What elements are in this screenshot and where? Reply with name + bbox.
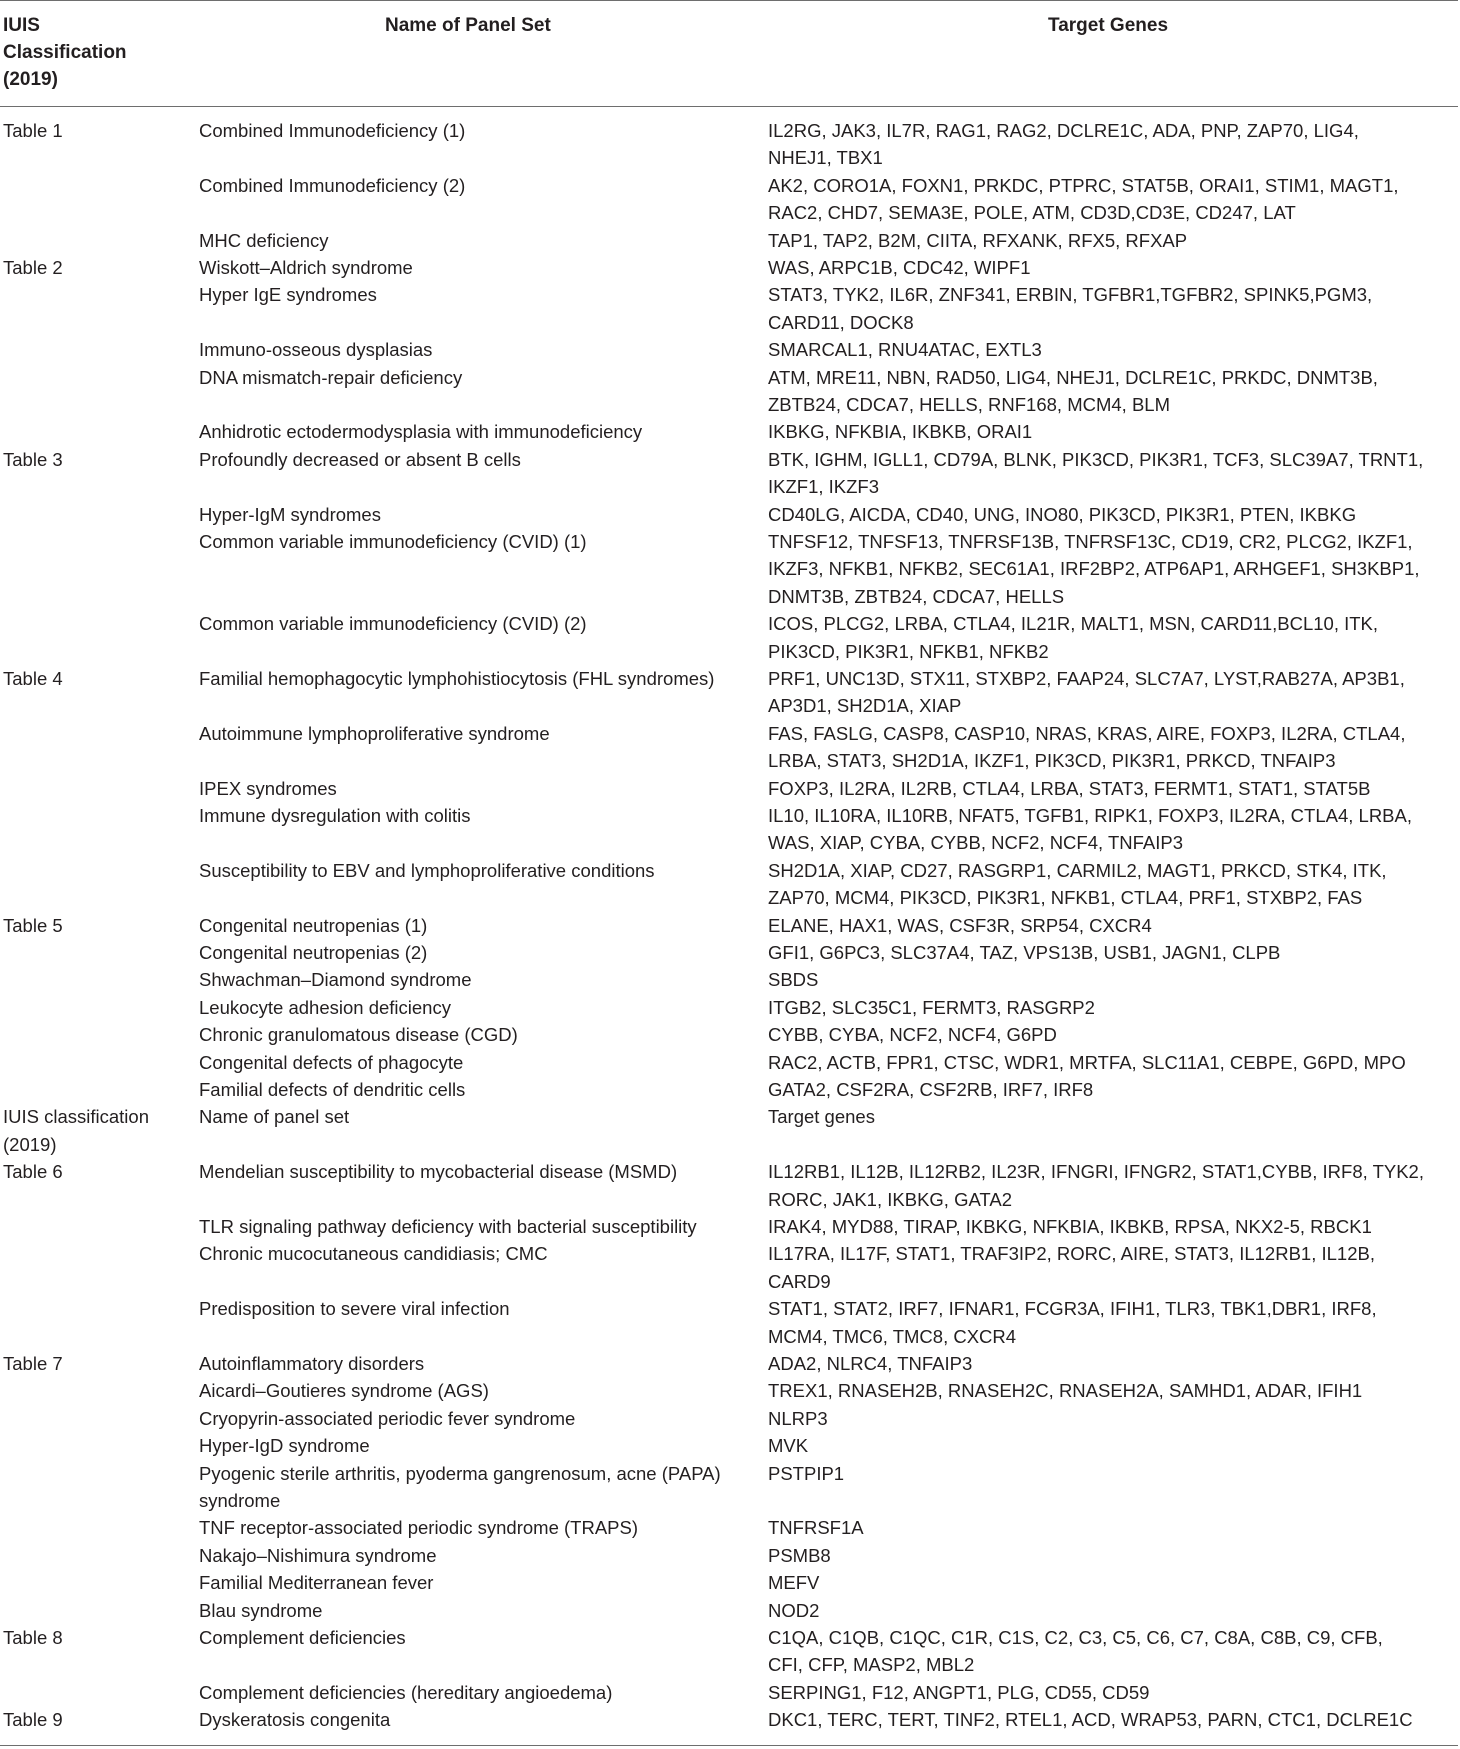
panel-name-cell-line: Complement deficiencies — [199, 1627, 406, 1648]
target-genes-cell-line: DKC1, TERC, TERT, TINF2, RTEL1, ACD, WRAP53, PARN, CTC1, DCLRE1C — [768, 1709, 1413, 1731]
classification-cell — [3, 446, 63, 473]
header-iuis-line: (2019) — [3, 69, 58, 90]
target-genes-cell-line: CARD9 — [768, 1270, 831, 1292]
target-genes-cell — [768, 336, 1042, 363]
panel-name-cell — [199, 364, 462, 391]
classification-cell-line: Table 4 — [3, 668, 63, 689]
classification-cell — [3, 1624, 63, 1651]
target-genes-cell-line: SBDS — [768, 969, 819, 991]
classification-cell-line: Table 6 — [3, 1161, 63, 1183]
panel-name-cell — [199, 1158, 677, 1185]
target-genes-cell — [768, 1377, 1362, 1404]
classification-cell — [3, 1350, 63, 1377]
panel-name-cell — [199, 528, 587, 555]
target-genes-cell — [768, 857, 1387, 912]
header-rule — [0, 106, 1458, 107]
panel-name-cell-line: Nakajo–Nishimura syndrome — [199, 1544, 437, 1566]
target-genes-cell-line: NLRP3 — [768, 1407, 828, 1429]
panel-name-cell-line: Predisposition to severe viral infection — [199, 1298, 510, 1320]
target-genes-cell-line: IL10, IL10RA, IL10RB, NFAT5, TGFB1, RIPK1, FOXP3, IL2RA, CTLA4, LRBA, — [768, 805, 1413, 826]
panel-name-cell — [199, 1432, 370, 1459]
panel-name-cell — [199, 665, 714, 692]
target-genes-cell — [768, 665, 1405, 720]
panel-name-cell-line: Complement deficiencies (hereditary angioedema) — [199, 1681, 613, 1703]
panel-name-cell — [199, 720, 550, 747]
target-genes-cell — [768, 501, 1356, 528]
target-genes-cell-line: ICOS, PLCG2, LRBA, CTLA4, IL21R, MALT1, MSN, CARD11,BCL10, ITK, — [768, 613, 1379, 635]
target-genes-cell-line: NHEJ1, TBX1 — [768, 147, 883, 169]
panel-name-cell — [199, 1021, 518, 1048]
target-genes-cell-line: IL2RG, JAK3, IL7R, RAG1, RAG2, DCLRE1C, ADA, PNP, ZAP70, LIG4, — [768, 120, 1359, 141]
panel-name-cell — [199, 501, 381, 528]
target-genes-cell-line: IKZF1, IKZF3 — [768, 476, 880, 498]
target-genes-cell — [768, 1213, 1372, 1240]
target-genes-cell — [768, 1158, 1424, 1213]
panel-name-cell-line: Shwachman–Diamond syndrome — [199, 969, 472, 991]
panel-name-cell — [199, 336, 432, 363]
panel-name-cell-line: Chronic mucocutaneous candidiasis; CMC — [199, 1243, 548, 1265]
target-genes-cell-line: IL12RB1, IL12B, IL12RB2, IL23R, IFNGRI, IFNGR2, STAT1,CYBB, IRF8, TYK2, — [768, 1161, 1424, 1183]
header-iuis-classification — [3, 12, 163, 93]
panel-name-cell — [199, 1213, 697, 1240]
target-genes-cell-line: NOD2 — [768, 1599, 820, 1621]
target-genes-cell-line: ATM, MRE11, NBN, RAD50, LIG4, NHEJ1, DCLRE1C, PRKDC, DNMT3B, — [768, 366, 1378, 388]
target-genes-cell-line: TNFSF12, TNFSF13, TNFRSF13B, TNFRSF13C, CD19, CR2, PLCG2, IKZF1, — [768, 531, 1413, 552]
classification-cell-line: Table 7 — [3, 1353, 63, 1374]
classification-cell-line: Table 5 — [3, 914, 63, 936]
panel-name-cell — [199, 1514, 638, 1541]
panel-name-cell-line: Immuno-osseous dysplasias — [199, 339, 433, 361]
panel-name-cell — [199, 1377, 489, 1404]
target-genes-cell — [768, 227, 1187, 254]
target-genes-cell-line: C1QA, C1QB, C1QC, C1R, C1S, C2, C3, C5, C6, C7, C8A, C8B, C9, CFB, — [768, 1627, 1383, 1648]
panel-name-cell-line: Blau syndrome — [199, 1599, 323, 1621]
classification-cell — [3, 1706, 63, 1733]
target-genes-cell-line: FOXP3, IL2RA, IL2RB, CTLA4, LRBA, STAT3, FERMT1, STAT1, STAT5B — [768, 777, 1371, 799]
table-top-rule — [0, 0, 1458, 1]
panel-name-cell-line: Hyper-IgD syndrome — [199, 1435, 370, 1457]
panel-name-cell — [199, 1076, 465, 1103]
target-genes-cell — [768, 939, 1280, 966]
target-genes-cell — [768, 281, 1372, 336]
panel-name-cell-line: Familial hemophagocytic lymphohistiocytosis (FHL syndromes) — [199, 668, 715, 689]
target-genes-cell-line: GFI1, G6PC3, SLC37A4, TAZ, VPS13B, USB1, JAGN1, CLPB — [768, 942, 1281, 963]
target-genes-cell — [768, 1405, 828, 1432]
target-genes-cell-line: MEFV — [768, 1572, 820, 1594]
panel-name-cell-line: Dyskeratosis congenita — [199, 1709, 391, 1731]
classification-cell-line: Table 8 — [3, 1627, 63, 1648]
target-genes-cell-line: BTK, IGHM, IGLL1, CD79A, BLNK, PIK3CD, PIK3R1, TCF3, SLC39A7, TRNT1, — [768, 448, 1424, 470]
target-genes-cell-line: LRBA, STAT3, SH2D1A, IKZF1, PIK3CD, PIK3R1, PRKCD, TNFAIP3 — [768, 750, 1336, 772]
target-genes-cell — [768, 1679, 1149, 1706]
panel-name-cell-line: Congenital neutropenias (1) — [199, 914, 428, 936]
classification-cell-line: (2019) — [3, 1133, 57, 1155]
target-genes-cell — [768, 172, 1399, 227]
target-genes-cell-line: ITGB2, SLC35C1, FERMT3, RASGRP2 — [768, 996, 1095, 1018]
panel-name-cell-line: Susceptibility to EBV and lymphoproliferative conditions — [199, 859, 655, 881]
target-genes-cell-line: FAS, FASLG, CASP8, CASP10, NRAS, KRAS, AIRE, FOXP3, IL2RA, CTLA4, — [768, 722, 1406, 744]
target-genes-cell — [768, 117, 1359, 172]
target-genes-cell-line: DNMT3B, ZBTB24, CDCA7, HELLS — [768, 585, 1065, 607]
panel-name-cell-line: Congenital neutropenias (2) — [199, 942, 428, 963]
target-genes-cell — [768, 912, 1152, 939]
target-genes-cell — [768, 1432, 808, 1459]
table-bottom-rule — [0, 1745, 1458, 1746]
classification-cell-line: Table 3 — [3, 448, 63, 470]
target-genes-cell-line: IKBKG, NFKBIA, IKBKB, ORAI1 — [768, 421, 1033, 443]
classification-cell-line: Table 2 — [3, 257, 63, 278]
target-genes-cell — [768, 1049, 1406, 1076]
target-genes-cell — [768, 1542, 831, 1569]
panel-name-cell — [199, 966, 472, 993]
panel-name-cell — [199, 1460, 721, 1515]
target-genes-cell-line: TAP1, TAP2, B2M, CIITA, RFXANK, RFX5, RFXAP — [768, 229, 1188, 251]
panel-name-cell — [199, 1103, 349, 1130]
panel-name-cell-line: Familial defects of dendritic cells — [199, 1079, 466, 1100]
panel-name-cell — [199, 994, 451, 1021]
target-genes-cell — [768, 1706, 1413, 1733]
panel-name-cell — [199, 227, 329, 254]
panel-name-cell — [199, 1679, 612, 1706]
target-genes-cell — [768, 1103, 875, 1130]
classification-cell — [3, 117, 63, 144]
target-genes-cell-line: AK2, CORO1A, FOXN1, PRKDC, PTPRC, STAT5B, ORAI1, STIM1, MAGT1, — [768, 174, 1399, 196]
classification-cell — [3, 1158, 63, 1185]
target-genes-cell-line: MCM4, TMC6, TMC8, CXCR4 — [768, 1325, 1017, 1347]
target-genes-cell — [768, 994, 1095, 1021]
target-genes-cell-line: CFI, CFP, MASP2, MBL2 — [768, 1654, 975, 1676]
panel-name-cell-line: Aicardi–Goutieres syndrome (AGS) — [199, 1380, 489, 1402]
panel-name-cell-line: Autoimmune lymphoproliferative syndrome — [199, 722, 550, 744]
panel-name-cell-line: syndrome — [199, 1490, 281, 1511]
target-genes-cell-line: ZAP70, MCM4, PIK3CD, PIK3R1, NFKB1, CTLA4, PRF1, STXBP2, FAS — [768, 887, 1363, 909]
target-genes-cell-line: RORC, JAK1, IKBKG, GATA2 — [768, 1188, 1012, 1210]
target-genes-cell-line: WAS, ARPC1B, CDC42, WIPF1 — [768, 257, 1031, 278]
panel-name-cell — [199, 939, 427, 966]
target-genes-cell — [768, 802, 1412, 857]
panel-name-cell-line: Combined Immunodeficiency (2) — [199, 174, 466, 196]
panel-name-cell — [199, 1542, 437, 1569]
panel-name-cell — [199, 775, 337, 802]
panel-name-cell-line: Anhidrotic ectodermodysplasia with immunodeficiency — [199, 421, 643, 443]
panel-name-cell-line: Common variable immunodeficiency (CVID) (2) — [199, 613, 587, 635]
target-genes-cell-line: IL17RA, IL17F, STAT1, TRAF3IP2, RORC, AIRE, STAT3, IL12RB1, IL12B, — [768, 1243, 1375, 1265]
panel-name-cell-line: Immune dysregulation with colitis — [199, 805, 471, 826]
target-genes-cell-line: MVK — [768, 1435, 809, 1457]
panel-name-cell — [199, 610, 587, 637]
panel-name-cell-line: TNF receptor-associated periodic syndrome (TRAPS) — [199, 1517, 639, 1539]
target-genes-cell-line: Target genes — [768, 1106, 875, 1128]
target-genes-cell-line: CD40LG, AICDA, CD40, UNG, INO80, PIK3CD, PIK3R1, PTEN, IKBKG — [768, 503, 1357, 525]
target-genes-cell-line: ZBTB24, CDCA7, HELLS, RNF168, MCM4, BLM — [768, 394, 1170, 415]
target-genes-cell-line: CYBB, CYBA, NCF2, NCF4, G6PD — [768, 1024, 1057, 1046]
target-genes-cell-line: PIK3CD, PIK3R1, NFKB1, NFKB2 — [768, 640, 1049, 662]
panel-name-cell-line: Profoundly decreased or absent B cells — [199, 448, 521, 470]
header-iuis-line: IUIS — [3, 15, 40, 36]
target-genes-cell-line: SERPING1, F12, ANGPT1, PLG, CD55, CD59 — [768, 1681, 1150, 1703]
panel-name-cell-line: Combined Immunodeficiency (1) — [199, 120, 466, 141]
panel-name-cell-line: Hyper-IgM syndromes — [199, 503, 381, 525]
target-genes-cell-line: ADA2, NLRC4, TNFAIP3 — [768, 1353, 973, 1374]
panel-name-cell-line: Pyogenic sterile arthritis, pyoderma gangrenosum, acne (PAPA) — [199, 1462, 721, 1484]
target-genes-cell-line: CARD11, DOCK8 — [768, 311, 914, 333]
target-genes-cell-line: WAS, XIAP, CYBA, CYBB, NCF2, NCF4, TNFAIP3 — [768, 832, 1183, 854]
target-genes-cell-line: ELANE, HAX1, WAS, CSF3R, SRP54, CXCR4 — [768, 914, 1152, 936]
panel-name-cell — [199, 1624, 406, 1651]
panel-name-cell — [199, 281, 377, 308]
panel-name-cell — [199, 446, 521, 473]
panel-name-cell — [199, 1569, 433, 1596]
panel-name-cell — [199, 172, 465, 199]
target-genes-cell — [768, 528, 1420, 610]
panel-name-cell-line: Name of panel set — [199, 1106, 350, 1128]
classification-cell-line: IUIS classification — [3, 1106, 149, 1128]
panel-name-cell-line: Familial Mediterranean fever — [199, 1572, 434, 1594]
target-genes-cell-line: IRAK4, MYD88, TIRAP, IKBKG, NFKBIA, IKBKB, RPSA, NKX2-5, RBCK1 — [768, 1216, 1372, 1237]
panel-name-cell — [199, 912, 427, 939]
panel-name-cell-line: TLR signaling pathway deficiency with bacterial susceptibility — [199, 1216, 697, 1237]
panel-name-cell — [199, 1295, 510, 1322]
panel-name-cell-line: Mendelian susceptibility to mycobacterial disease (MSMD) — [199, 1161, 678, 1183]
panel-name-cell — [199, 802, 470, 829]
target-genes-cell — [768, 446, 1423, 501]
target-genes-cell — [768, 1021, 1057, 1048]
panel-name-cell-line: Cryopyrin-associated periodic fever syndrome — [199, 1407, 576, 1429]
panel-name-cell-line: Common variable immunodeficiency (CVID) (1) — [199, 531, 587, 552]
target-genes-cell-line: PSMB8 — [768, 1544, 831, 1566]
panel-name-cell-line: Wiskott–Aldrich syndrome — [199, 257, 413, 278]
target-genes-cell — [768, 1514, 864, 1541]
panel-name-cell — [199, 1597, 322, 1624]
panel-name-cell — [199, 254, 413, 281]
target-genes-cell — [768, 418, 1032, 445]
panel-name-cell — [199, 1240, 548, 1267]
panel-name-cell-line: MHC deficiency — [199, 229, 329, 251]
target-genes-cell — [768, 1350, 972, 1377]
target-genes-cell — [768, 1597, 819, 1624]
classification-cell — [3, 665, 63, 692]
target-genes-cell-line: PSTPIP1 — [768, 1462, 845, 1484]
panel-name-cell — [199, 1706, 390, 1733]
panel-name-cell-line: Chronic granulomatous disease (CGD) — [199, 1024, 518, 1046]
panel-name-cell — [199, 418, 642, 445]
target-genes-cell — [768, 1240, 1375, 1295]
panel-name-cell-line: DNA mismatch-repair deficiency — [199, 366, 463, 388]
panel-name-cell-line: Autoinflammatory disorders — [199, 1353, 425, 1374]
target-genes-cell-line: TNFRSF1A — [768, 1517, 864, 1539]
panel-name-cell-line: Congenital defects of phagocyte — [199, 1051, 464, 1073]
target-genes-cell-line: GATA2, CSF2RA, CSF2RB, IRF7, IRF8 — [768, 1079, 1094, 1100]
target-genes-cell — [768, 775, 1370, 802]
panel-name-cell — [199, 1405, 575, 1432]
panel-name-cell-line: Hyper IgE syndromes — [199, 284, 377, 306]
target-genes-cell — [768, 364, 1378, 419]
target-genes-cell — [768, 1460, 844, 1487]
target-genes-cell — [768, 254, 1031, 281]
target-genes-cell — [768, 610, 1378, 665]
panel-name-cell — [199, 117, 465, 144]
target-genes-cell — [768, 1624, 1383, 1679]
header-target-genes: Target Genes — [1048, 15, 1169, 36]
panel-name-cell — [199, 1350, 424, 1377]
header-panel-set-name: Name of Panel Set — [385, 15, 551, 36]
target-genes-cell-line: IKZF3, NFKB1, NFKB2, SEC61A1, IRF2BP2, ATP6AP1, ARHGEF1, SH3KBP1, — [768, 558, 1420, 580]
target-genes-cell-line: STAT3, TYK2, IL6R, ZNF341, ERBIN, TGFBR1,TGFBR2, SPINK5,PGM3, — [768, 284, 1373, 306]
target-genes-cell — [768, 966, 818, 993]
panel-name-cell — [199, 1049, 463, 1076]
target-genes-cell — [768, 1076, 1093, 1103]
target-genes-cell-line: RAC2, ACTB, FPR1, CTSC, WDR1, MRTFA, SLC11A1, CEBPE, G6PD, MPO — [768, 1051, 1406, 1073]
panel-name-cell-line: Leukocyte adhesion deficiency — [199, 996, 451, 1018]
classification-cell-line: Table 1 — [3, 120, 63, 141]
target-genes-cell-line: TREX1, RNASEH2B, RNASEH2C, RNASEH2A, SAMHD1, ADAR, IFIH1 — [768, 1380, 1363, 1402]
classification-cell — [3, 1103, 149, 1158]
target-genes-cell-line: SMARCAL1, RNU4ATAC, EXTL3 — [768, 339, 1042, 361]
target-genes-cell-line: STAT1, STAT2, IRF7, IFNAR1, FCGR3A, IFIH1, TLR3, TBK1,DBR1, IRF8, — [768, 1298, 1377, 1320]
classification-cell — [3, 254, 63, 281]
target-genes-cell-line: PRF1, UNC13D, STX11, STXBP2, FAAP24, SLC7A7, LYST,RAB27A, AP3B1, — [768, 668, 1405, 689]
target-genes-cell-line: AP3D1, SH2D1A, XIAP — [768, 695, 962, 717]
target-genes-cell — [768, 1295, 1377, 1350]
classification-cell — [3, 912, 63, 939]
header-iuis-line: Classification — [3, 42, 127, 63]
classification-cell-line: Table 9 — [3, 1709, 63, 1731]
target-genes-cell-line: SH2D1A, XIAP, CD27, RASGRP1, CARMIL2, MAGT1, PRKCD, STK4, ITK, — [768, 859, 1387, 881]
target-genes-cell-line: RAC2, CHD7, SEMA3E, POLE, ATM, CD3D,CD3E, CD247, LAT — [768, 202, 1296, 224]
panel-name-cell-line: IPEX syndromes — [199, 777, 337, 799]
target-genes-cell — [768, 1569, 819, 1596]
panel-name-cell — [199, 857, 655, 884]
target-genes-cell — [768, 720, 1405, 775]
